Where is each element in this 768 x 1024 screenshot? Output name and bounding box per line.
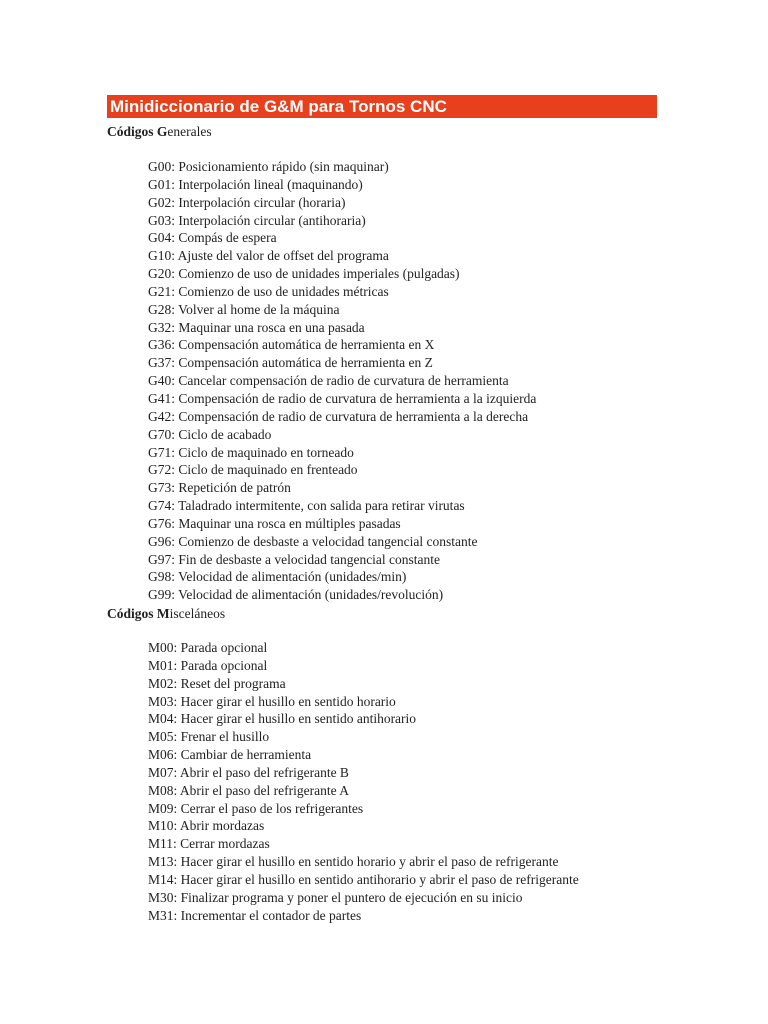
section-heading-misc-bold: Códigos M	[107, 606, 170, 621]
list-item: G03: Interpolación circular (antihoraria)	[148, 212, 366, 228]
list-item: M09: Cerrar el paso de los refrigerantes	[148, 800, 364, 816]
list-item: G28: Volver al home de la máquina	[148, 301, 340, 317]
section-heading-general-bold: Códigos G	[107, 124, 168, 139]
list-item: G10: Ajuste del valor de offset del programa	[148, 248, 389, 264]
list-item: G71: Ciclo de maquinado en torneado	[148, 444, 354, 460]
list-item: M31: Incrementar el contador de partes	[148, 907, 362, 923]
list-item: G41: Compensación de radio de curvatura de herramienta a la izquierda	[148, 390, 537, 406]
list-item: G73: Repetición de patrón	[148, 480, 291, 496]
list-item: G01: Interpolación lineal (maquinando)	[148, 176, 363, 192]
list-item: M00: Parada opcional	[148, 640, 268, 655]
list-item: M01: Parada opcional	[148, 657, 268, 673]
section-heading-misc-rest: isceláneos	[169, 606, 226, 621]
list-item: G37: Compensación automática de herramienta en Z	[148, 355, 433, 371]
section-heading-general-rest: enerales	[167, 124, 212, 139]
list-item: G97: Fin de desbaste a velocidad tangencial constante	[148, 551, 441, 567]
list-item: G21: Comienzo de uso de unidades métricas	[148, 283, 389, 299]
list-item: G04: Compás de espera	[148, 230, 277, 246]
list-item: M14: Hacer girar el husillo en sentido antihorario y abrir el paso de refrigerante	[148, 871, 579, 887]
list-item: M10: Abrir mordazas	[148, 818, 265, 834]
list-item: G40: Cancelar compensación de radio de curvatura de herramienta	[148, 373, 509, 389]
list-item: G99: Velocidad de alimentación (unidades/revolución)	[148, 587, 444, 603]
list-item: G72: Ciclo de maquinado en frenteado	[148, 462, 358, 478]
document-title: Minidiccionario de G&M para Tornos CNC	[107, 95, 657, 118]
list-item: M04: Hacer girar el husillo en sentido antihorario	[148, 711, 417, 727]
list-item: M30: Finalizar programa y poner el puntero de ejecución en su inicio	[148, 889, 523, 905]
list-item: G96: Comienzo de desbaste a velocidad tangencial constante	[148, 533, 478, 549]
list-item: G70: Ciclo de acabado	[148, 426, 272, 442]
list-item: G74: Taladrado intermitente, con salida para retirar virutas	[148, 498, 465, 514]
list-item: G76: Maquinar una rosca en múltiples pasadas	[148, 515, 401, 531]
list-item: M07: Abrir el paso del refrigerante B	[148, 764, 349, 780]
list-item: G20: Comienzo de uso de unidades imperiales (pulgadas)	[148, 266, 460, 282]
list-item: M05: Frenar el husillo	[148, 729, 270, 745]
list-item: G42: Compensación de radio de curvatura de herramienta a la derecha	[148, 408, 529, 424]
list-item: M03: Hacer girar el husillo en sentido horario	[148, 693, 396, 709]
list-item: G32: Maquinar una rosca en una pasada	[148, 319, 365, 335]
list-item: G36: Compensación automática de herramienta en X	[148, 337, 435, 353]
list-item: G00: Posicionamiento rápido (sin maquinar)	[148, 159, 389, 174]
m-code-list	[148, 639, 579, 925]
list-item: M11: Cerrar mordazas	[148, 836, 270, 852]
list-item: M08: Abrir el paso del refrigerante A	[148, 782, 349, 798]
section-heading-misc	[107, 605, 225, 622]
list-item: M02: Reset del programa	[148, 675, 286, 691]
section-heading-general	[107, 123, 212, 140]
g-code-list	[148, 158, 536, 604]
list-item: G02: Interpolación circular (horaria)	[148, 194, 346, 210]
list-item: G98: Velocidad de alimentación (unidades/min)	[148, 569, 407, 585]
list-item: M13: Hacer girar el husillo en sentido horario y abrir el paso de refrigerante	[148, 854, 559, 870]
list-item: M06: Cambiar de herramienta	[148, 747, 312, 763]
